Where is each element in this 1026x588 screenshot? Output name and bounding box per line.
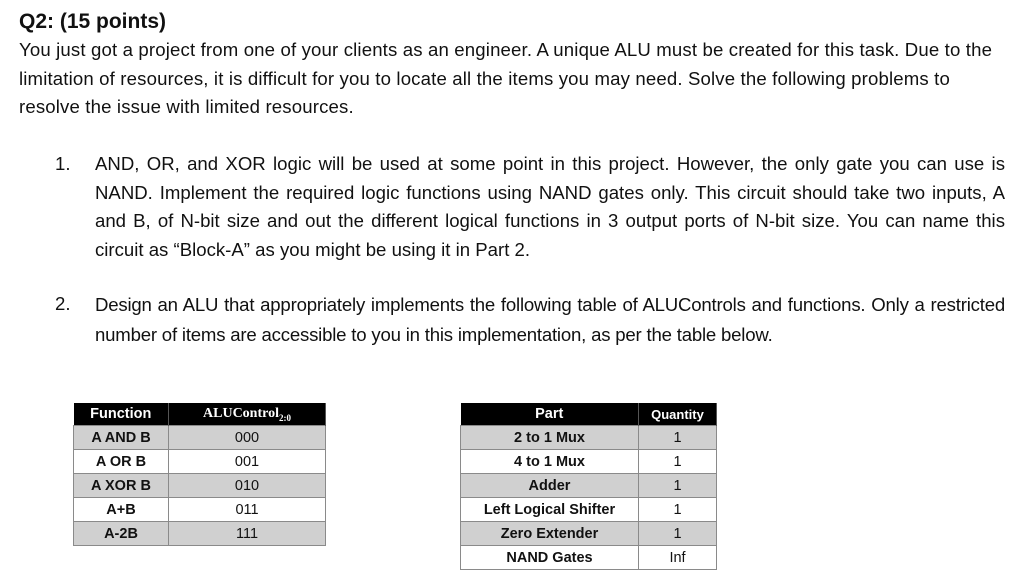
cell-quantity: 1 xyxy=(639,522,717,546)
cell-function: A-2B xyxy=(74,522,169,546)
header-part: Part xyxy=(461,403,639,426)
cell-function: A+B xyxy=(74,498,169,522)
cell-function: A OR B xyxy=(74,450,169,474)
question-intro: You just got a project from one of your clients as an engineer. A unique ALU must be created for this task. Due to the limitation of resources, it is difficult for you to locate all the items you may need. Solve the following problems to resolve the issue with limited resources. xyxy=(19,39,993,117)
table-row xyxy=(74,474,326,498)
parts-table xyxy=(460,403,717,570)
table-header-row xyxy=(74,403,326,426)
question-title: Q2: (15 points) xyxy=(19,10,167,33)
cell-part: 2 to 1 Mux xyxy=(461,426,639,450)
cell-part: Zero Extender xyxy=(461,522,639,546)
table-row xyxy=(461,546,717,570)
table-row xyxy=(461,498,717,522)
table-row xyxy=(74,522,326,546)
cell-function: A XOR B xyxy=(74,474,169,498)
table-row xyxy=(461,450,717,474)
cell-quantity: 1 xyxy=(639,474,717,498)
header-quantity: Quantity xyxy=(639,403,717,426)
table-row xyxy=(461,522,717,546)
cell-control: 001 xyxy=(169,450,326,474)
cell-part: 4 to 1 Mux xyxy=(461,450,639,474)
table-row xyxy=(461,474,717,498)
table-row xyxy=(74,498,326,522)
cell-control: 010 xyxy=(169,474,326,498)
header-function: Function xyxy=(74,403,169,426)
list-item-text: AND, OR, and XOR logic will be used at some point in this project. However, the only gate you can use is NAND. Implement the required logic functions using NAND gates only. This circuit should take two inputs, A and B, of N-bit size and out the different logical functions in 3 output ports of N-bit size. You can name this circuit as “Block-A” as you might be using it in Part 2. xyxy=(95,153,1005,260)
table-header-row xyxy=(461,403,717,426)
cell-part: Adder xyxy=(461,474,639,498)
cell-part: Left Logical Shifter xyxy=(461,498,639,522)
cell-quantity: 1 xyxy=(639,426,717,450)
list-item-number: 1. xyxy=(55,153,71,174)
cell-control: 111 xyxy=(169,522,326,546)
header-alucontrol-subscript: 2:0 xyxy=(278,412,291,423)
table-row xyxy=(461,426,717,450)
cell-quantity: 1 xyxy=(639,450,717,474)
list-item-number: 2. xyxy=(55,293,71,314)
list-item-2 xyxy=(55,290,1005,350)
header-alucontrol-label: ALUControl xyxy=(203,405,279,421)
table-row xyxy=(74,426,326,450)
header-alucontrol xyxy=(169,403,326,426)
cell-part: NAND Gates xyxy=(461,546,639,570)
cell-quantity: 1 xyxy=(639,498,717,522)
list-item-text: Design an ALU that appropriately implements the following table of ALUControls and functions. Only a restricted number of items are accessible to you in this implementation, as per the table below. xyxy=(95,294,1005,345)
list-item-1 xyxy=(55,150,1005,264)
table-row xyxy=(74,450,326,474)
alu-control-table xyxy=(73,403,326,546)
cell-control: 000 xyxy=(169,426,326,450)
cell-quantity: Inf xyxy=(639,546,717,570)
cell-function: A AND B xyxy=(74,426,169,450)
cell-control: 011 xyxy=(169,498,326,522)
